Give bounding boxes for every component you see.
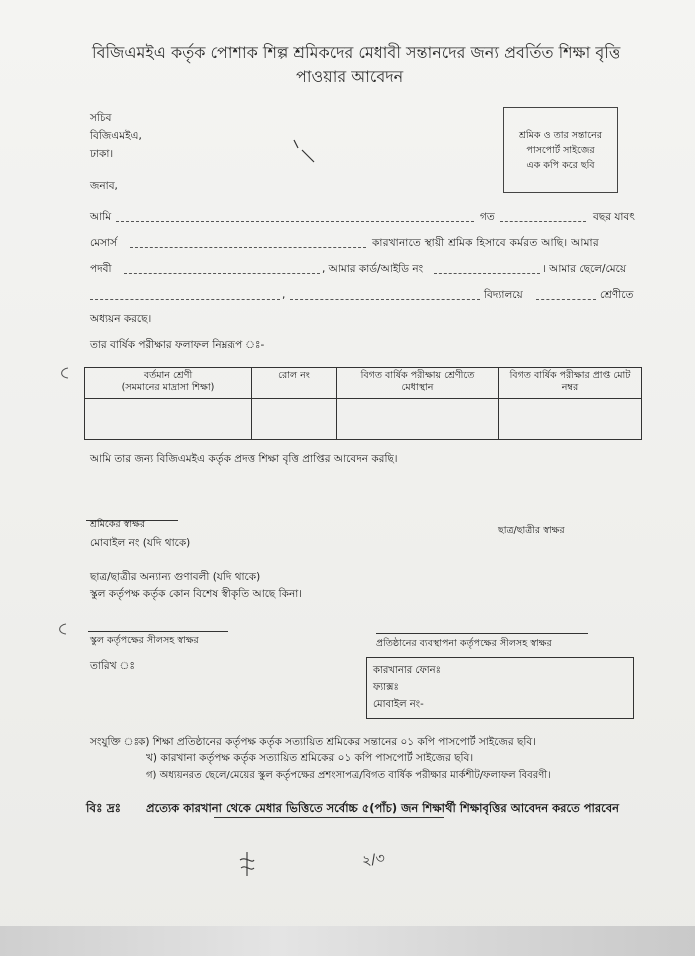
shreni-label: শ্রেণীতে <box>600 289 634 301</box>
result-intro-text: তার বার্ষিক পরীক্ষার ফলাফল নিম্নরূপ ঃ- <box>90 339 265 351</box>
photo-box-line2: পাসপোর্ট সাইজের <box>526 144 595 156</box>
worker-signature-label: শ্রমিকের স্বাক্ষর <box>90 519 146 530</box>
result-table <box>84 367 642 440</box>
form-title-line1: বিজিএমইএ কর্তৃক পোশাক শিল্প শ্রমিকদের মেধাবী সন্তানদের জন্য প্রবর্তিত শিক্ষা বৃত্তি <box>92 43 621 62</box>
factory-mgmt-signature-label: প্রতিষ্ঠানের ব্যবস্থাপনা কর্তৃপক্ষের সীলসহ স্বাক্ষর <box>376 638 552 649</box>
messrs-label: মেসার্স <box>90 237 118 249</box>
factory-phone-label[interactable]: কারখানার ফোনঃ <box>373 665 441 676</box>
header-marks-line1: বিগত বার্ষিক পরীক্ষার প্রাপ্ত মোট <box>509 370 631 381</box>
recognition-label: স্কুল কর্তৃপক্ষ কর্তৃক কোন বিশেষ স্বীকৃতি আছে কিনা। <box>90 588 303 600</box>
chele-meye-label: । আমার ছেলে/মেয়ে <box>542 263 627 275</box>
qualities-label: ছাত্র/ছাত্রীর অন্যান্য গুণাবলী (যদি থাকে) <box>90 571 261 583</box>
factory-mgmt-signature-line[interactable] <box>376 633 588 634</box>
comma-sep: , <box>282 289 286 301</box>
table-row <box>85 399 642 440</box>
address-line3: ঢাকা। <box>90 148 114 160</box>
form-title-line2: পাওয়ার আবেদন <box>296 67 404 86</box>
photo-box-line3: এক কপি করে ছবি <box>526 159 595 171</box>
years-blank-line[interactable] <box>500 221 586 222</box>
factory-name-blank-line[interactable] <box>130 247 366 248</box>
cell-merit-position[interactable] <box>337 399 499 440</box>
studying-text: অধ্যয়ন করছে। <box>90 313 152 325</box>
page-mark: ২/৩ <box>360 850 386 870</box>
cell-roll[interactable] <box>252 399 337 440</box>
header-current-class-line1: বর্তমান শ্রেণী <box>143 370 193 381</box>
table-header-current-class <box>85 368 252 399</box>
address-line1: সচিব <box>90 112 112 124</box>
initial-mark <box>236 850 258 878</box>
bidyalay-label: বিদ্যালয়ে <box>484 289 523 301</box>
result-table-header-row <box>85 368 642 399</box>
school-signature-label: স্কুল কর্তৃপক্ষের সীলসহ স্বাক্ষর <box>90 635 199 646</box>
attachment-item-b: খ) কারখানা কর্তৃপক্ষ কর্তৃক সত্যায়িত শ্রমিকের ০১ কপি পাসপোর্ট সাইজের ছবি। <box>146 752 474 764</box>
pen-mark <box>292 136 318 166</box>
ami-label: আমি <box>90 211 112 223</box>
table-header-roll <box>252 368 337 399</box>
factory-mobile-label[interactable]: মোবাইল নং- <box>373 699 424 710</box>
note-underline <box>214 817 444 818</box>
factory-contact-box <box>366 657 634 719</box>
cell-current-class[interactable] <box>85 399 252 440</box>
student-signature-label: ছাত্র/ছাত্রীর স্বাক্ষর <box>498 525 565 536</box>
attachment-item-a: ক) শিক্ষা প্রতিষ্ঠানের কর্তৃপক্ষ কর্তৃক সত্যায়িত শ্রমিকের সন্তানের ০১ কপি পাসপোর্ট সাইজের ছবি। <box>138 736 536 748</box>
photo-placeholder-box <box>503 107 618 193</box>
cell-total-marks[interactable] <box>499 399 642 440</box>
scan-bottom-edge <box>0 926 695 956</box>
table-header-merit-position <box>337 368 499 399</box>
address-line2: বিজিএমইএ, <box>90 130 142 142</box>
header-current-class-line2: (সমমানের মাদ্রাসা শিক্ষা) <box>121 382 215 393</box>
margin-mark-2 <box>54 622 68 636</box>
school-signature-line[interactable] <box>88 631 228 632</box>
card-id-label: , আমার কার্ড/আইডি নং <box>322 263 424 275</box>
apply-text: আমি তার জন্য বিজিএমইএ কর্তৃক প্রদত্ত শিক্ষা বৃত্তি প্রাপ্তির আবেদন করছি। <box>90 453 398 465</box>
school-name-blank-line[interactable] <box>290 299 480 300</box>
karkhana-text: কারখানাতে স্থায়ী শ্রমিক হিসাবে কর্মরত আছি। আমার <box>372 237 599 249</box>
factory-fax-label[interactable]: ফ্যাক্সঃ <box>373 682 399 693</box>
margin-mark-1 <box>56 366 70 380</box>
note-text: প্রত্যেক কারখানা থেকে মেধার ভিত্তিতে সর্বোচ্চ ৫(পাঁচ) জন শিক্ষার্থী শিক্ষাবৃত্তির আবেদন করতে পারবেন <box>146 801 620 815</box>
podobi-label: পদবী <box>90 263 112 275</box>
class-blank-line[interactable] <box>536 299 596 300</box>
attachment-item-c: গ) অধ্যয়নরত ছেলে/মেয়ের স্কুল কর্তৃপক্ষের প্রশংসাপত্র/বিগত বার্ষিক পরীক্ষার মার্কশীট/ফলাফল বিবরণী। <box>146 770 551 781</box>
worker-mobile-label: মোবাইল নং (যদি থাকে) <box>90 537 191 549</box>
header-merit-line2: মেধাস্থান <box>401 382 434 393</box>
table-header-total-marks <box>499 368 642 399</box>
photo-box-line1: শ্রমিক ও তার সন্তানের <box>519 129 602 141</box>
header-merit-line1: বিগত বার্ষিক পরীক্ষায় শ্রেণীতে <box>360 370 475 381</box>
gato-label: গত <box>480 211 495 223</box>
attachments-label: সংযুক্তি ঃ <box>90 736 140 748</box>
header-marks-line2: নম্বর <box>561 382 579 393</box>
card-id-blank-line[interactable] <box>434 273 540 274</box>
note-label: বিঃ দ্রঃ <box>86 801 122 815</box>
bochor-label: বছর যাবৎ <box>593 211 635 223</box>
designation-blank-line[interactable] <box>124 273 320 274</box>
date-label: তারিখ ঃ <box>90 660 135 672</box>
salutation: জনাব, <box>90 180 118 192</box>
header-roll-line1: রোল নং <box>278 370 310 381</box>
name-blank-line[interactable] <box>116 221 474 222</box>
child-name-blank-line[interactable] <box>90 299 280 300</box>
